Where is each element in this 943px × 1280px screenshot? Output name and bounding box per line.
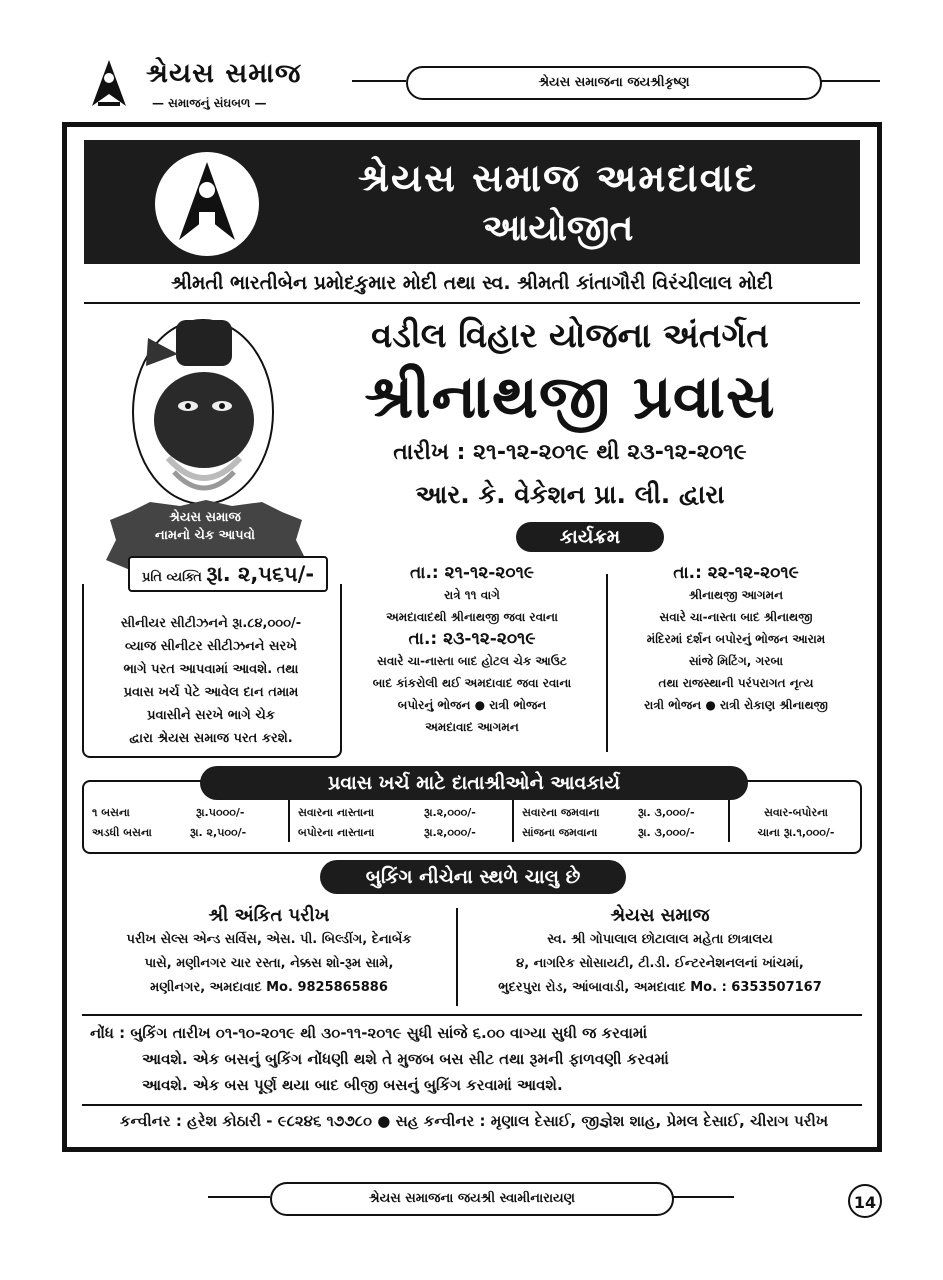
donor-divider <box>288 800 290 842</box>
program-line: સાંજે મિટિંગ, ગરબા <box>688 654 784 668</box>
booking-right-heading: શ્રેયસ સમાજ <box>610 905 710 926</box>
right-flourish <box>670 1196 734 1198</box>
program-line: અમદાવાદ આગમન <box>425 720 519 734</box>
donor-amount: રૂા. ૩,૦૦૦/- <box>638 806 695 819</box>
program-label: કાર્યક્રમ <box>516 522 664 552</box>
donor-item: ૧ બસના <box>92 806 130 819</box>
top-ribbon: શ્રેયસ સમાજના જયશ્રીકૃષ્ણ <box>406 66 822 100</box>
booking-line: ભુદરપુરા રોડ, આંબાવાડી, અમદાવાદ Mo. : 6353507167 <box>498 980 822 995</box>
donor-item: સવારના નાસ્તાના <box>298 806 375 819</box>
refund-line: વ્યાજ સીનીટર સીટીઝનને સરખે <box>125 639 297 654</box>
left-flourish <box>352 80 406 82</box>
donor-item: સવાર-બપોરના <box>763 806 828 819</box>
program-divider <box>606 574 608 752</box>
day3-heading: તા.: ૨૩-૧૨-૨૦૧૯ <box>408 629 536 649</box>
program-day2 <box>612 562 860 716</box>
program-line: અમદાવાદથી શ્રીનાથજી જવા રવાના <box>386 610 558 624</box>
booking-line: સ્વ. શ્રી ગોપાલાલ છોટાલાલ મહેતા છાત્રાલય <box>547 932 773 947</box>
donor-amount: રૂા. ૨,૫૦૦/- <box>190 826 247 839</box>
donor-divider <box>512 800 514 842</box>
sponsor-names: શ્રીમતી ભારતીબેન પ્રમોદકુમાર મોદી તથા સ્વ. શ્રીમતી કાંતાગૌરી વિરંચીલાલ મોદી <box>171 272 773 294</box>
bottom-ribbon: શ્રેયસ સમાજના જયશ્રી સ્વામીનારાયણ <box>270 1182 674 1216</box>
booking-line: મણીનગર, અમદાવાદ Mo. 9825865886 <box>150 980 388 995</box>
program-line: બાદ કાંકરોલી થઈ અમદાવાદ જવા રવાના <box>372 676 572 690</box>
brand-title: શ્રેયસ સમાજ <box>146 58 302 89</box>
price-label: પ્રતિ વ્યક્તિ <box>141 570 202 585</box>
samaj-logo-icon <box>88 58 130 110</box>
banner-title: શ્રેયસ સમાજ અમદાવાદ <box>358 156 758 200</box>
program-line: સવારે ચા-નાસ્તા બાદ હોટલ ચેક આઉટ <box>377 654 567 668</box>
program-line: રાત્રી ભોજન ● રાત્રી રોકાણ શ્રીનાથજી <box>644 698 828 712</box>
convener-line: કન્વીનર : હરેશ કોઠારી - ૯૮૨૪૬ ૧૭૭૮૦ ● સહ કન્વીનર : મૃણાલ દેસાઈ, જીજ્ઞેશ શાહ, પ્રેમલ દેસાઈ, ચીરાગ પરીખ <box>119 1112 829 1130</box>
refund-note <box>86 612 336 750</box>
donor-amount: રૂા.૨,૦૦૦/- <box>424 826 476 839</box>
booking-left <box>84 904 454 1000</box>
booking-line: ૪, નાગરિક સોસાયટી, ટી.ડી. ઈન્ટરનેશનલનાં ખાંચમાં, <box>516 956 804 971</box>
donor-item: ચાના રૂા.૧,૦૦૦/- <box>757 826 835 839</box>
donor-item: સવારના જમવાના <box>522 806 600 819</box>
shrinathji-image <box>128 308 278 506</box>
program-line: રાત્રે ૧૧ વાગે <box>444 588 500 602</box>
donor-item: અડધી બસના <box>92 826 152 839</box>
program-line: શ્રીનાથજી આગમન <box>688 588 784 602</box>
booking-line: પાસે, મણીનગર ચાર રસ્તા, નેક્કસ શો-રૂમ સામે, <box>144 956 394 971</box>
refund-line: ભાગે પરત આપવામાં આવશે. તથા <box>123 662 299 677</box>
refund-line: દ્વારા શ્રેયસ સમાજ પરત કરશે. <box>129 731 293 746</box>
donor-amount: રૂા.૨,૦૦૦/- <box>424 806 476 819</box>
price-value: રૂા. ૨,૫૬૫/- <box>206 562 315 586</box>
booking-label: બુકિંગ નીચેના સ્થળે ચાલુ છે <box>320 860 626 894</box>
booking-footnote <box>90 1020 860 1098</box>
donor-amount: રૂા. ૩,૦૦૦/- <box>638 826 695 839</box>
booking-divider <box>456 908 458 1006</box>
price-box <box>128 556 328 592</box>
donor-label: પ્રવાસ ખર્ચ માટે દાતાશ્રીઓને આવકાર્ય <box>200 766 748 800</box>
trip-dates: તારીખ : ૨૧-૧૨-૨૦૧૯ થી ૨૩-૧૨-૨૦૧૯ <box>393 440 747 465</box>
divider <box>84 302 860 304</box>
left-flourish <box>208 1196 270 1198</box>
booking-left-heading: શ્રી અંકિત પરીખ <box>208 905 330 926</box>
program-line: બપોરનું ભોજન ● રાત્રી ભોજન <box>397 698 547 712</box>
footnote-line: આવશે. એક બસનું બુકિંગ નોંધણી થશે તે મુજબ બસ સીટ તથા રૂમની ફાળવણી કરવમાં <box>142 1050 669 1068</box>
program-line: મંદિરમાં દર્શન બપોરનું ભોજન આરામ <box>646 632 826 646</box>
page-number: 14 <box>848 1184 882 1218</box>
agency-name: આર. કે. વેકેશન પ્રા. લી. દ્વારા <box>415 480 725 509</box>
divider <box>82 1014 862 1016</box>
refund-line: પ્રવાસીને સરખે ભાગે ચેક <box>147 708 275 723</box>
day2-heading: તા.: ૨૨-૧૨-૨૦૧૯ <box>673 563 799 583</box>
booking-line: પરીખ સેલ્સ એન્ડ સર્વિસ, એસ. પી. બિલ્ડીંગ, દેનાબેંક <box>126 932 412 947</box>
program-day1-day3 <box>346 562 598 738</box>
refund-line: સીનીયર સીટીઝનને રૂા.૮૪,૦૦૦/- <box>120 616 302 631</box>
badge-line-2: નામનો ચેક આપવો <box>155 528 255 543</box>
banner-subtitle: આયોજીત <box>482 208 634 249</box>
divider <box>82 1104 862 1106</box>
samaj-emblem-icon <box>155 152 259 256</box>
footnote-line: નોંધ : બુકિંગ તારીખ ૦૧-૧૦-૨૦૧૯ થી ૩૦-૧૧-૨૦૧૯ સુધી સાંજે ૬.૦૦ વાગ્યા સુધી જ કરવામાં <box>90 1024 648 1042</box>
donor-divider <box>728 800 730 842</box>
donor-item: બપોરના નાસ્તાના <box>298 826 375 839</box>
scheme-heading: વડીલ વિહાર યોજના અંતર્ગત <box>371 316 769 356</box>
refund-line: પ્રવાસ ખર્ચ પેટે આવેલ દાન તમામ <box>123 685 299 700</box>
donor-item: સાંજના જમવાના <box>522 826 598 839</box>
program-line: તથા રાજસ્થાની પરંપરાગત નૃત્ય <box>658 676 814 690</box>
trip-title: શ્રીનાથજી પ્રવાસ <box>364 362 776 432</box>
badge-line-1: શ્રેયસ સમાજ <box>169 510 241 525</box>
brand-subtitle: — સમાજનું સંઘબળ — <box>152 96 267 110</box>
day1-heading: તા.: ૨૧-૧૨-૨૦૧૯ <box>410 563 534 583</box>
footnote-line: આવશે. એક બસ પૂર્ણ થયા બાદ બીજી બસનું બુકિંગ કરવામાં આવશે. <box>142 1076 563 1094</box>
donor-amount: રૂા.૫૦૦૦/- <box>196 806 245 819</box>
booking-right <box>462 904 858 1000</box>
right-flourish <box>818 80 880 82</box>
program-line: સવારે ચા-નાસ્તા બાદ શ્રીનાથજી <box>659 610 813 624</box>
